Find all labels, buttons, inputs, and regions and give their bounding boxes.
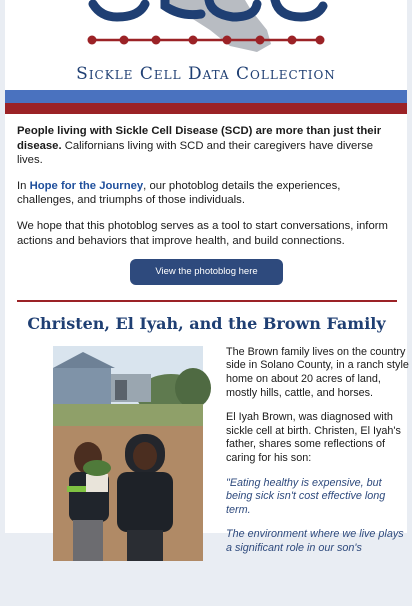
intro-paragraph-1 (17, 124, 396, 168)
intro-text-2: , our photoblog details the experiences, challenges, and triumphs of those individuals. (17, 179, 341, 207)
story-section (17, 345, 409, 606)
view-photoblog-button[interactable]: View the photoblog here (130, 259, 283, 285)
header-bar-blue (5, 90, 407, 103)
story-title: Christen, El Iyah, and the Brown Family (27, 314, 386, 334)
photoblog-link[interactable]: Hope for the Journey (29, 179, 144, 192)
story-quote-1: "Eating healthy is expensive, but being sick isn't cost effective long term. (226, 476, 386, 516)
intro-bold-text: People living with Sickle Cell Disease (SCD) are more than just their disease. (17, 125, 382, 152)
section-divider (17, 300, 397, 302)
intro-text: Californians living with SCD and their caregivers have diverse lives. (17, 139, 374, 167)
intro-paragraph-2 (17, 179, 396, 208)
family-photo (53, 346, 203, 561)
content (5, 114, 407, 606)
story-quote-2: The environment where we live plays a significant role in our son's (226, 528, 404, 554)
header (5, 0, 407, 90)
story-paragraph-1: The Brown family lives on the country side in Solano County, in a ranch style home on about 20 acres of land, mostly hills, cattle, and horses. (226, 345, 409, 399)
scdc-logo (5, 0, 407, 62)
header-bar-red (5, 103, 407, 114)
intro-prefix: In (17, 179, 30, 192)
story-paragraph-2: El Iyah Brown, was diagnosed with sickle cell at birth. Christen, El Iyah's father, shares some reflections of caring for his son: (226, 411, 401, 464)
newsletter-card (5, 0, 409, 554)
cta-wrap (17, 259, 396, 285)
header-title: Sickle Cell Data Collection (76, 64, 336, 84)
intro-paragraph-3: We hope that this photoblog serves as a tool to start conversations, inform actions and behaviors that improve health, and build connections. (17, 219, 388, 247)
story-text (226, 346, 409, 567)
